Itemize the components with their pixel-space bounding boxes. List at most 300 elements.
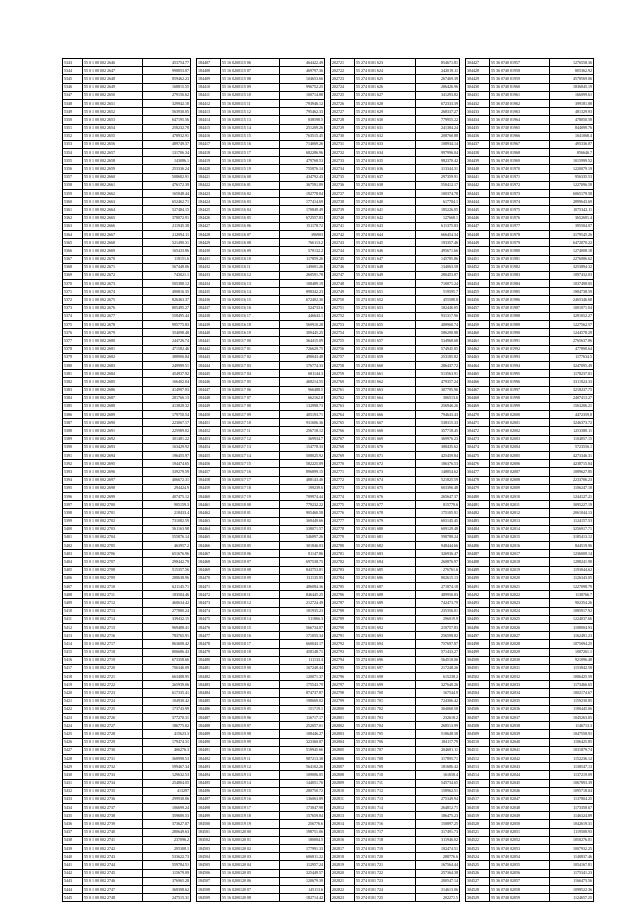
table-cell-value: 6472070.22 xyxy=(550,239,594,247)
table-cell-no: 5393 xyxy=(63,468,83,476)
table-cell-value: 434792.43 xyxy=(280,173,325,181)
table-cell-id: 55 16 0200118 17 xyxy=(221,640,280,648)
table-cell-id: 55 36 0740 01999 xyxy=(490,402,550,410)
table-cell-value: 425459.84 xyxy=(416,452,460,460)
table-cell-value: 606811.22 xyxy=(280,853,325,861)
table-row xyxy=(197,583,325,591)
table-row xyxy=(197,599,325,607)
table-cell-id: 55 16 0200117 15 xyxy=(221,460,280,468)
table-cell-id: 55 274 0101 720 xyxy=(355,853,416,861)
table-cell-no: 304450 xyxy=(466,247,490,255)
table-cell-id: 55 36 0740 02032 xyxy=(490,673,550,681)
table-row xyxy=(331,804,460,812)
table-cell-no: 184462 xyxy=(197,509,221,517)
table-cell-id: 55 36 0740 02009 xyxy=(490,484,550,492)
table-row xyxy=(331,165,460,173)
table-cell-no: 184501 xyxy=(197,828,221,836)
table-cell-id: 55 36 0740 02049 xyxy=(490,812,550,820)
table-cell-value: 354098.48 xyxy=(143,329,191,337)
table-cell-id: 55 16 0200119 12 xyxy=(221,763,280,771)
table-row xyxy=(331,394,460,402)
table-cell-no: 5434 xyxy=(63,804,83,812)
table-cell-id: 55 0 1 00 002 2738 xyxy=(83,812,143,820)
table-cell-value: 144051.76 xyxy=(280,779,325,787)
table-cell-value: 198751.06 xyxy=(280,828,325,836)
table-cell-no: 184439 xyxy=(197,321,221,329)
table-row xyxy=(466,280,594,288)
table-cell-no: 184508 xyxy=(197,885,221,893)
table-row xyxy=(197,558,325,566)
table-cell-no: 5346 xyxy=(63,83,83,91)
table-cell-value: 108934.14 xyxy=(416,140,460,148)
table-cell-id: 55 36 0740 02028 xyxy=(490,640,550,648)
table-cell-value: 204681.11 xyxy=(416,746,460,754)
table-cell-id: 55 274 0101 717 xyxy=(355,828,416,836)
table-cell-value: 359680.53 xyxy=(143,812,191,820)
table-cell-id: 55 16 0200117 14 xyxy=(221,452,280,460)
table-cell-no: 304466 xyxy=(466,378,490,386)
table-cell-value: 167564.44 xyxy=(416,861,460,869)
table-cell-value: 1097432.03 xyxy=(550,271,594,279)
table-cell-value: 1220079.19 xyxy=(550,165,594,173)
table-row xyxy=(63,779,191,787)
table-cell-id: 55 16 0200118 00 xyxy=(221,501,280,509)
table-cell-value: 378072.91 xyxy=(143,214,191,222)
table-cell-value: 2276086.62 xyxy=(550,255,594,263)
table-cell-no: 202811 xyxy=(331,795,355,803)
table-row xyxy=(331,108,460,116)
table-cell-value: 987213.38 xyxy=(280,754,325,762)
table-cell-no: 5376 xyxy=(63,329,83,337)
table-row xyxy=(466,394,594,402)
table-cell-no: 304512 xyxy=(466,754,490,762)
table-cell-id: 55 274 0101 686 xyxy=(355,574,416,582)
table-cell-no: 202734 xyxy=(331,165,355,173)
table-cell-value: 177991.33 xyxy=(280,845,325,853)
table-cell-id: 55 16 0200115 13 xyxy=(221,116,280,124)
table-cell-id: 55 0 1 00 002 2709 xyxy=(83,574,143,582)
table-cell-id: 55 274 0101 634 xyxy=(355,149,416,157)
table-cell-no: 304517 xyxy=(466,795,490,803)
table-row xyxy=(466,206,594,214)
table-row xyxy=(197,501,325,509)
table-cell-id: 55 274 0101 725 xyxy=(355,894,416,902)
table-cell-id: 55 274 0101 641 xyxy=(355,206,416,214)
table-row xyxy=(63,574,191,582)
table-cell-value: 481329.93 xyxy=(550,108,594,116)
table-row xyxy=(331,116,460,124)
table-row xyxy=(466,836,594,844)
table-cell-value: 388435.62 xyxy=(416,443,460,451)
table-cell-no: 202786 xyxy=(331,591,355,599)
table-cell-value: 295308.1 xyxy=(143,845,191,853)
table-row xyxy=(197,517,325,525)
table-cell-id: 55 16 0200119 11 xyxy=(221,754,280,762)
table-cell-no: 304463 xyxy=(466,353,490,361)
table-cell-value: 998853.07 xyxy=(143,67,191,75)
table-cell-value: 281766.13 xyxy=(143,394,191,402)
table-cell-id: 55 16 0200115 18 xyxy=(221,157,280,165)
table-cell-value: 299930.06 xyxy=(143,795,191,803)
table-cell-no: 184415 xyxy=(197,124,221,132)
table-cell-id: 55 16 0200117 18 xyxy=(221,484,280,492)
table-cell-value: 158962.51 xyxy=(416,787,460,795)
table-cell-id: 55 36 0740 01998 xyxy=(490,394,550,402)
table-cell-id: 55 36 0740 01958 xyxy=(490,67,550,75)
table-cell-value: 555876.14 xyxy=(143,533,191,541)
table-row xyxy=(197,853,325,861)
table-cell-id: 55 274 0101 640 xyxy=(355,198,416,206)
table-cell-value: 805362.92 xyxy=(550,67,594,75)
table-cell-no: 5375 xyxy=(63,321,83,329)
table-cell-value: 414997.93 xyxy=(143,386,191,394)
table-cell-no: 202727 xyxy=(331,108,355,116)
table-row xyxy=(197,288,325,296)
table-cell-id: 55 36 0740 02036 xyxy=(490,705,550,713)
table-cell-no: 5354 xyxy=(63,149,83,157)
table-cell-id: 55 274 0101 696 xyxy=(355,656,416,664)
table-cell-value: 357718.45 xyxy=(416,427,460,435)
table-cell-value: 1153842.58 xyxy=(550,664,594,672)
table-cell-id: 55 16 0200116 06 xyxy=(221,222,280,230)
table-cell-no: 5343 xyxy=(63,59,83,67)
table-cell-id: 55 36 0740 02042 xyxy=(490,754,550,762)
table-cell-value: 1067893.39 xyxy=(550,779,594,787)
table-cell-id: 55 0 1 00 002 2691 xyxy=(83,427,143,435)
table-cell-no: 5373 xyxy=(63,304,83,312)
table-cell-id: 55 36 0740 02047 xyxy=(490,795,550,803)
table-cell-value: 844519.96 xyxy=(550,542,594,550)
table-row xyxy=(63,370,191,378)
table-row xyxy=(331,484,460,492)
table-cell-value: 232618.2 xyxy=(416,714,460,722)
table-cell-no: 5420 xyxy=(63,689,83,697)
table-row xyxy=(331,714,460,722)
table-cell-id: 55 0 1 00 002 2726 xyxy=(83,714,143,722)
table-cell-id: 55 36 0740 02054 xyxy=(490,853,550,861)
table-cell-value: 131706.34 xyxy=(143,149,191,157)
table-cell-value: 1124657.25 xyxy=(550,894,594,902)
table-cell-no: 184477 xyxy=(197,632,221,640)
table-cell-no: 304435 xyxy=(466,124,490,132)
table-row xyxy=(466,566,594,574)
table-cell-id: 55 274 0101 629 xyxy=(355,108,416,116)
table-cell-no: 5344 xyxy=(63,67,83,75)
table-row xyxy=(466,75,594,83)
table-cell-id: 55 274 0101 661 xyxy=(355,370,416,378)
table-cell-value: 495671.66 xyxy=(416,247,460,255)
table-row xyxy=(466,198,594,206)
table-row xyxy=(63,836,191,844)
table-cell-value: 210757.83 xyxy=(416,623,460,631)
table-cell-id: 55 0 1 00 002 2676 xyxy=(83,304,143,312)
table-cell-value: 471582.46 xyxy=(143,345,191,353)
table-row xyxy=(331,411,460,419)
table-row xyxy=(63,239,191,247)
table-cell-value: 177414.69 xyxy=(280,198,325,206)
table-cell-value: 478050.58 xyxy=(550,116,594,124)
table-cell-no: 184475 xyxy=(197,615,221,623)
table-cell-value: 134063.58 xyxy=(416,263,460,271)
table-cell-id: 55 16 0200118 10 xyxy=(221,583,280,591)
table-cell-no: 202802 xyxy=(331,722,355,730)
table-cell-value: 508682.91 xyxy=(143,173,191,181)
table-cell-value: 534968.68 xyxy=(416,337,460,345)
table-row xyxy=(331,149,460,157)
table-cell-value: 505388.12 xyxy=(143,280,191,288)
table-cell-no: 184442 xyxy=(197,345,221,353)
table-cell-id: 55 0 1 00 002 2696 xyxy=(83,468,143,476)
table-row xyxy=(466,124,594,132)
table-cell-id: 55 36 0740 02015 xyxy=(490,533,550,541)
table-cell-no: 184458 xyxy=(197,476,221,484)
table-row xyxy=(197,452,325,460)
table-cell-value: 1288241.98 xyxy=(550,558,594,566)
table-cell-id: 55 0 1 00 002 2656 xyxy=(83,140,143,148)
table-row xyxy=(331,83,460,91)
table-cell-value: 399181.08 xyxy=(550,99,594,107)
table-cell-id: 55 274 0101 704 xyxy=(355,722,416,730)
table-row xyxy=(331,132,460,140)
table-cell-id: 55 0 1 00 002 2718 xyxy=(83,648,143,656)
table-cell-no: 202740 xyxy=(331,214,355,222)
table-cell-no: 304483 xyxy=(466,517,490,525)
table-cell-no: 304503 xyxy=(466,681,490,689)
table-cell-id: 55 36 0740 01991 xyxy=(490,337,550,345)
table-cell-no: 184430 xyxy=(197,247,221,255)
table-cell-value: 1031879.74 xyxy=(550,746,594,754)
table-cell-id: 55 36 0740 02018 xyxy=(490,558,550,566)
table-row xyxy=(466,263,594,271)
table-cell-no: 184454 xyxy=(197,443,221,451)
table-cell-value: 208760.88 xyxy=(416,132,460,140)
table-cell-no: 184480 xyxy=(197,656,221,664)
table-cell-value: 662162.8 xyxy=(280,394,325,402)
table-cell-no: 184433 xyxy=(197,271,221,279)
table-row xyxy=(197,321,325,329)
table-cell-no: 5442 xyxy=(63,869,83,877)
table-cell-no: 304454 xyxy=(466,280,490,288)
table-row xyxy=(197,640,325,648)
table-row xyxy=(197,787,325,795)
table-cell-id: 55 36 0740 01992 xyxy=(490,345,550,353)
table-cell-value: 271874.18 xyxy=(416,583,460,591)
table-cell-id: 55 16 0200116 16 xyxy=(221,304,280,312)
table-cell-no: 304430 xyxy=(466,83,490,91)
table-row xyxy=(331,828,460,836)
table-cell-id: 55 274 0101 680 xyxy=(355,525,416,533)
table-row xyxy=(466,304,594,312)
table-cell-no: 202793 xyxy=(331,648,355,656)
table-cell-value: 458148.71 xyxy=(280,648,325,656)
table-cell-no: 184495 xyxy=(197,779,221,787)
table-cell-no: 202799 xyxy=(331,697,355,705)
table-cell-id: 55 16 0200116 09 xyxy=(221,247,280,255)
table-row xyxy=(331,697,460,705)
table-cell-id: 55 274 0101 673 xyxy=(355,468,416,476)
table-row xyxy=(197,894,325,902)
table-cell-id: 55 274 0101 675 xyxy=(355,484,416,492)
table-row xyxy=(331,312,460,320)
table-cell-value: 202271.5 xyxy=(416,894,460,902)
table-row xyxy=(197,427,325,435)
table-cell-id: 55 36 0740 02043 xyxy=(490,763,550,771)
table-cell-id: 55 36 0740 02020 xyxy=(490,574,550,582)
table-cell-value: 521490.31 xyxy=(143,239,191,247)
table-row xyxy=(331,542,460,550)
table-row xyxy=(331,280,460,288)
table-cell-id: 55 16 0200118 05 xyxy=(221,542,280,550)
table-cell-id: 55 36 0740 01987 xyxy=(490,304,550,312)
table-cell-value: 905460.58 xyxy=(280,509,325,517)
table-cell-value: 742473.79 xyxy=(416,599,460,607)
table-row xyxy=(197,255,325,263)
table-cell-no: 202779 xyxy=(331,533,355,541)
table-row xyxy=(197,877,325,885)
table-cell-value: 247515.31 xyxy=(143,894,191,902)
table-cell-no: 304456 xyxy=(466,296,490,304)
table-cell-id: 55 0 1 00 002 2670 xyxy=(83,255,143,263)
table-cell-id: 55 36 0740 02003 xyxy=(490,435,550,443)
table-row xyxy=(331,885,460,893)
table-cell-value: 242019.11 xyxy=(416,67,460,75)
table-cell-id: 55 16 0200119 19 xyxy=(221,820,280,828)
table-cell-id: 55 274 0101 624 xyxy=(355,67,416,75)
table-row xyxy=(331,501,460,509)
table-row xyxy=(63,722,191,730)
table-cell-value: 1106425.85 xyxy=(550,738,594,746)
table-cell-no: 304495 xyxy=(466,615,490,623)
table-cell-value: 1162491.23 xyxy=(550,632,594,640)
table-row xyxy=(466,877,594,885)
table-row xyxy=(197,280,325,288)
table-cell-value: 905159.3 xyxy=(143,501,191,509)
table-cell-value: 108489.19 xyxy=(280,280,325,288)
table-row xyxy=(466,730,594,738)
table-cell-no: 184421 xyxy=(197,173,221,181)
table-cell-id: 55 274 0101 632 xyxy=(355,132,416,140)
table-row xyxy=(197,361,325,369)
table-row xyxy=(197,386,325,394)
table-cell-no: 202755 xyxy=(331,337,355,345)
table-row xyxy=(331,877,460,885)
table-cell-id: 55 36 0740 02017 xyxy=(490,550,550,558)
table-cell-id: 55 16 0200118 11 xyxy=(221,591,280,599)
table-cell-no: 202776 xyxy=(331,509,355,517)
table-cell-value: 647195.56 xyxy=(143,116,191,124)
table-cell-no: 304500 xyxy=(466,656,490,664)
table-cell-no: 5424 xyxy=(63,722,83,730)
table-cell-no: 202747 xyxy=(331,271,355,279)
table-cell-value: 898342.23 xyxy=(280,288,325,296)
table-cell-no: 202789 xyxy=(331,615,355,623)
table-cell-id: 55 36 0740 01997 xyxy=(490,386,550,394)
table-cell-no: 184487 xyxy=(197,714,221,722)
table-row xyxy=(466,288,594,296)
table-row xyxy=(63,517,191,525)
table-cell-no: 202744 xyxy=(331,247,355,255)
table-cell-no: 202770 xyxy=(331,460,355,468)
table-cell-value: 117859.26 xyxy=(280,255,325,263)
table-cell-no: 5350 xyxy=(63,116,83,124)
table-cell-id: 55 274 0101 713 xyxy=(355,795,416,803)
table-cell-value: 175105.91 xyxy=(416,509,460,517)
table-cell-no: 202762 xyxy=(331,394,355,402)
table-cell-no: 5429 xyxy=(63,763,83,771)
table-cell-no: 304494 xyxy=(466,607,490,615)
table-cell-value: 1137219.09 xyxy=(550,771,594,779)
table-cell-no: 202796 xyxy=(331,673,355,681)
table-cell-no: 5406 xyxy=(63,574,83,582)
table-cell-value: 755876.14 xyxy=(280,165,325,173)
table-cell-value: 488143.46 xyxy=(280,476,325,484)
table-cell-id: 55 274 0101 643 xyxy=(355,222,416,230)
table-cell-value: 1050276.01 xyxy=(550,836,594,844)
table-cell-value: 1236009.14 xyxy=(550,550,594,558)
table-cell-id: 55 36 0740 01984 xyxy=(490,280,550,288)
table-cell-id: 55 0 1 00 002 2650 xyxy=(83,91,143,99)
table-cell-id: 55 16 0200117 00 xyxy=(221,337,280,345)
table-cell-value: 183504.46 xyxy=(143,591,191,599)
table-cell-value: 157659.84 xyxy=(280,812,325,820)
table-cell-value: 154778.33 xyxy=(280,443,325,451)
table-cell-value: 672402.36 xyxy=(280,296,325,304)
table-row xyxy=(466,345,594,353)
table-cell-no: 202775 xyxy=(331,501,355,509)
table-cell-value: 1244127.21 xyxy=(550,492,594,500)
table-row xyxy=(63,312,191,320)
table-row xyxy=(63,542,191,550)
ledger-table-4 xyxy=(465,58,594,902)
table-cell-id: 55 274 0101 693 xyxy=(355,632,416,640)
table-cell-id: 55 36 0740 01971 xyxy=(490,173,550,181)
table-cell-id: 55 0 1 00 002 2682 xyxy=(83,353,143,361)
table-cell-value: 1037498.05 xyxy=(550,280,594,288)
table-cell-value: 173047.98 xyxy=(280,804,325,812)
table-cell-no: 184427 xyxy=(197,222,221,230)
table-cell-value: 143086.1 xyxy=(143,157,191,165)
table-row xyxy=(466,591,594,599)
table-row xyxy=(466,165,594,173)
table-row xyxy=(197,99,325,107)
table-cell-no: 304468 xyxy=(466,394,490,402)
table-row xyxy=(197,378,325,386)
table-cell-value: 463957.2 xyxy=(143,542,191,550)
table-cell-no: 304493 xyxy=(466,599,490,607)
table-cell-id: 55 16 0200118 08 xyxy=(221,566,280,574)
table-cell-value: 511866.3 xyxy=(280,615,325,623)
table-cell-value: 256598.82 xyxy=(416,632,460,640)
table-cell-no: 5431 xyxy=(63,779,83,787)
table-cell-id: 55 36 0740 01985 xyxy=(490,288,550,296)
table-cell-value: 854671.81 xyxy=(416,59,460,67)
table-cell-id: 55 0 1 00 002 2677 xyxy=(83,312,143,320)
table-cell-no: 184485 xyxy=(197,697,221,705)
table-cell-id: 55 16 0200115 09 xyxy=(221,83,280,91)
table-cell-id: 55 16 0200120 03 xyxy=(221,853,280,861)
table-cell-value: 199239.6 xyxy=(280,484,325,492)
table-row xyxy=(331,304,460,312)
table-row xyxy=(466,533,594,541)
table-row xyxy=(63,337,191,345)
table-cell-id: 55 0 1 00 002 2668 xyxy=(83,239,143,247)
table-row xyxy=(197,484,325,492)
table-cell-no: 5389 xyxy=(63,435,83,443)
table-cell-id: 55 274 0101 631 xyxy=(355,124,416,132)
table-row xyxy=(197,198,325,206)
table-cell-id: 55 16 0200115 16 xyxy=(221,140,280,148)
table-row xyxy=(63,140,191,148)
